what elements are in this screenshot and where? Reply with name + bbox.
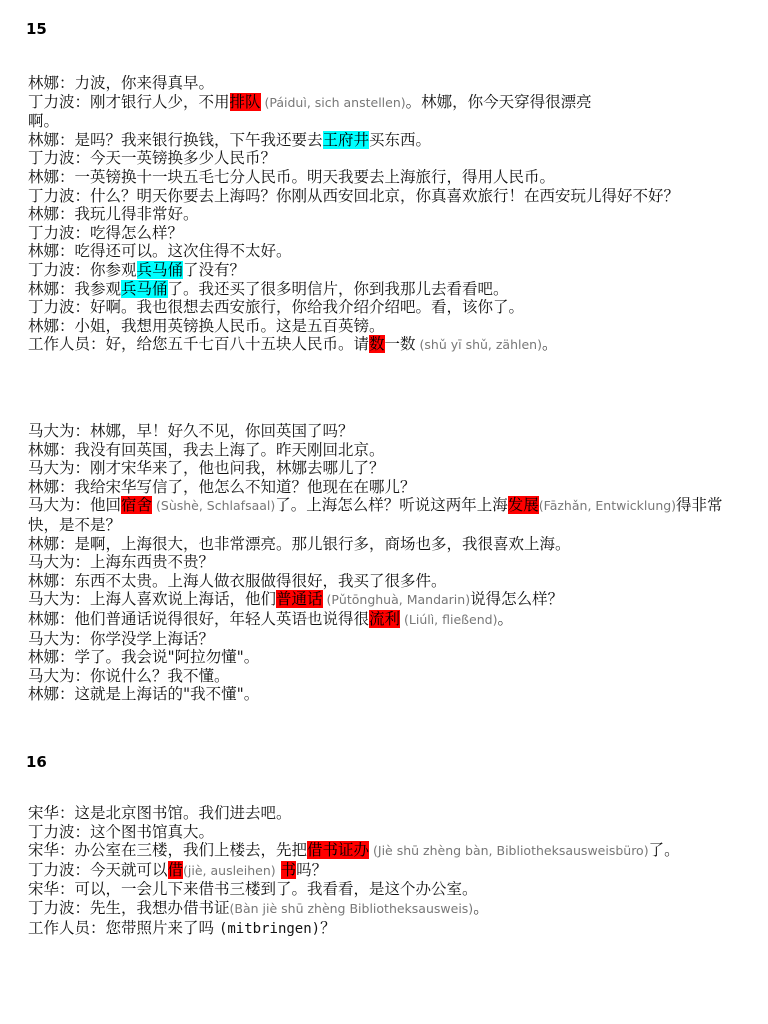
- line-text: 林娜：我参观: [28, 279, 122, 298]
- vocab-gloss: (Pǔtōnghuà, Mandarin): [322, 592, 471, 608]
- lesson-number-16: 16: [26, 753, 47, 771]
- dialogue-line: [28, 610, 740, 630]
- line-text: 吗？: [296, 860, 328, 879]
- vocab-gloss: (mitbringen): [218, 920, 321, 937]
- dialogue-line: [28, 149, 740, 168]
- place-highlight: 兵马俑: [136, 260, 184, 279]
- dialogue-line: [28, 478, 740, 497]
- vocab-highlight: 借书证办: [307, 841, 370, 860]
- line-text: ？: [320, 918, 336, 937]
- dialogue-line: [28, 298, 740, 317]
- lesson-number-15: 15: [26, 20, 47, 38]
- vocab-highlight: 发展: [507, 496, 539, 515]
- line-text: 一数: [384, 335, 416, 354]
- line-text: 林娜：这就是上海话的"我不懂"。: [28, 685, 260, 704]
- line-text: 林娜：吃得还可以。这次住得不太好。: [28, 242, 292, 261]
- line-text: 林娜：小姐，我想用英镑换人民币。这是五百英镑。: [28, 316, 385, 335]
- vocab-gloss: (shǔ yī shǔ, zählen): [415, 337, 542, 353]
- line-text: 林娜：我没有回英国，我去上海了。昨天刚回北京。: [28, 440, 385, 459]
- vocab-gloss: (Sùshè, Schlafsaal): [152, 498, 276, 514]
- line-text: 林娜：力波，你来得真早。: [28, 74, 215, 92]
- line-text: 丁力波：什么？明天你要去上海吗？你刚从西安回北京，你真喜欢旅行！在西安玩儿得好不好？: [28, 186, 680, 205]
- dialogue-line: [28, 919, 740, 939]
- dialogue-line: [28, 205, 740, 224]
- dialogue-line: [28, 648, 740, 667]
- line-text: [276, 861, 281, 879]
- vocab-highlight: 普通话: [276, 590, 323, 609]
- dialogue-line: [28, 422, 740, 441]
- line-text: 马大为：你说什么？我不懂。: [28, 666, 230, 685]
- dialogue-line: [28, 261, 740, 280]
- dialogue-line: [28, 880, 740, 899]
- line-text: 林娜：学了。我会说"阿拉勿懂"。: [28, 648, 260, 667]
- line-text: 丁力波：今天一英镑换多少人民币？: [28, 149, 277, 168]
- line-text: 丁力波：刚才银行人少，不用: [28, 92, 230, 111]
- vocab-highlight: 排队: [229, 92, 261, 111]
- line-text: 。林娜，你今天穿得很漂亮: [405, 92, 592, 111]
- dialogue-line: [28, 667, 740, 686]
- line-text: 了。我还买了很多明信片，你到我那儿去看看吧。: [167, 279, 509, 298]
- lesson15-dialogue-1: [28, 74, 740, 355]
- place-highlight: 兵马俑: [121, 279, 168, 298]
- dialogue-line: [28, 74, 740, 93]
- line-text: 马大为：上海人喜欢说上海话，他们: [28, 590, 277, 609]
- line-text: 丁力波：吃得怎么样？: [28, 223, 184, 242]
- dialogue-line: [28, 335, 740, 355]
- line-text: 了。: [648, 841, 680, 860]
- line-text: 马大为：林娜，早！好久不见，你回英国了吗？: [28, 422, 354, 440]
- lesson15-dialogue-2: [28, 422, 740, 704]
- line-text: 宋华：可以，一会儿下来借书三楼到了。我看看，是这个办公室。: [28, 880, 478, 899]
- dialogue-line: [28, 553, 740, 572]
- dialogue-line: [28, 131, 740, 150]
- line-text: 。: [473, 898, 489, 917]
- dialogue-line: [28, 899, 740, 919]
- line-text: 。: [497, 609, 513, 628]
- line-text: 。: [541, 335, 558, 354]
- dialogue-line: [28, 804, 740, 823]
- vocab-gloss: (Páiduì, sich anstellen): [260, 94, 406, 110]
- dialogue-line: [28, 572, 740, 591]
- vocab-highlight: 流利: [369, 609, 401, 628]
- line-text: 林娜：我给宋华写信了，他怎么不知道？他现在在哪儿？: [28, 477, 416, 496]
- line-text: 了没有？: [183, 260, 246, 279]
- dialogue-line: [28, 823, 740, 842]
- line-text: 了。上海怎么样？听说这两年上海: [275, 496, 508, 515]
- line-text: 丁力波：好啊。我也很想去西安旅行，你给我介绍介绍吧。看，该你了。: [28, 298, 525, 317]
- dialogue-line: [28, 168, 740, 187]
- line-text: 林娜：我玩儿得非常好。: [28, 205, 199, 224]
- line-text: 林娜：他们普通话说得很好，年轻人英语也说得很: [28, 609, 370, 628]
- dialogue-line: [28, 441, 740, 460]
- vocab-gloss: (Fāzhǎn, Entwicklung): [538, 498, 677, 514]
- line-text: 说得怎么样？: [470, 590, 564, 609]
- line-text: 马大为：你学没学上海话？: [28, 629, 215, 648]
- line-text: 工作人员：您带照片来了吗: [28, 918, 219, 937]
- vocab-gloss: (Liúlì, fließend): [400, 611, 498, 627]
- line-text: 丁力波：这个图书馆真大。: [28, 822, 215, 841]
- dialogue-line: [28, 841, 740, 861]
- dialogue-line: [28, 459, 740, 478]
- line-text: 得非常快，是不是？: [28, 496, 723, 534]
- vocab-highlight: 数: [369, 335, 385, 354]
- dialogue-line: [28, 630, 740, 649]
- line-text: 林娜：一英镑换十一块五毛七分人民币。明天我要去上海旅行，得用人民币。: [28, 167, 556, 186]
- line-text: 马大为：上海东西贵不贵？: [28, 553, 215, 572]
- vocab-highlight: 书: [280, 860, 297, 879]
- dialogue-line: [28, 280, 740, 299]
- line-text: 丁力波：今天就可以: [28, 860, 168, 879]
- vocab-highlight: 宿舍: [121, 496, 153, 515]
- line-text: 宋华：办公室在三楼，我们上楼去，先把: [28, 841, 308, 860]
- vocab-gloss: (jiè, ausleihen): [183, 862, 276, 878]
- line-text: 买东西。: [369, 130, 432, 149]
- dialogue-line: [28, 187, 740, 206]
- dialogue-line: [28, 685, 740, 704]
- dialogue-line: [28, 496, 740, 534]
- line-text: 工作人员：好，给您五千七百八十五块人民币。请: [28, 335, 370, 354]
- dialogue-line: [28, 861, 740, 881]
- line-text: 林娜：东西不太贵。上海人做衣服做得很好，我买了很多件。: [28, 571, 447, 590]
- line-text: 啊。: [28, 112, 60, 131]
- vocab-highlight: 借: [167, 860, 184, 879]
- dialogue-line: [28, 242, 740, 261]
- dialogue-line: [28, 590, 740, 610]
- dialogue-line: [28, 317, 740, 336]
- vocab-gloss: (Bàn jiè shū zhèng Bibliotheksausweis): [229, 900, 474, 916]
- vocab-gloss: (Jiè shū zhèng bàn, Bibliotheksausweisbüro): [369, 843, 649, 859]
- dialogue-line: [28, 93, 740, 131]
- line-text: 林娜：是吗？我来银行换钱，下午我还要去: [28, 130, 323, 149]
- line-text: 马大为：他回: [28, 496, 122, 515]
- line-text: 林娜：是啊，上海很大，也非常漂亮。那儿银行多，商场也多，我很喜欢上海。: [28, 534, 571, 553]
- line-text: 丁力波：先生，我想办借书证: [28, 898, 230, 917]
- line-text: 宋华：这是北京图书馆。我们进去吧。: [28, 804, 292, 822]
- line-text: 丁力波：你参观: [28, 260, 137, 279]
- lesson16-dialogue-1: [28, 804, 740, 938]
- dialogue-line: [28, 224, 740, 243]
- dialogue-line: [28, 535, 740, 554]
- place-highlight: 王府井: [322, 130, 370, 149]
- line-text: 马大为：刚才宋华来了，他也问我，林娜去哪儿了？: [28, 459, 385, 478]
